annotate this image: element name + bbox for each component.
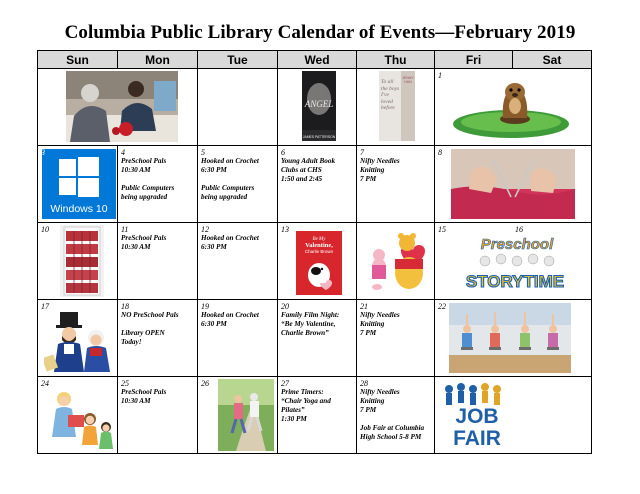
day-number: 10 xyxy=(41,225,49,234)
valentine-line-3: Charlie Brown xyxy=(304,249,334,254)
event-text: NO PreSchool Pals Library OPEN Today! xyxy=(121,311,179,346)
event-text: Nifty Needles Knitting 7 PM Job Fair at Columbia High School 5-8 PM xyxy=(360,388,425,441)
day-cell xyxy=(357,223,435,300)
day-number: 5 xyxy=(201,148,205,157)
day-cell xyxy=(357,146,435,223)
day-number: 26 xyxy=(201,379,209,388)
day-cell xyxy=(435,146,592,223)
valentine-line-2: Valentine, xyxy=(305,242,333,249)
event-text: Prime Timers: “Chair Yoga and Pilates” 1:30 PM xyxy=(281,388,331,423)
day-cell xyxy=(38,377,118,454)
calendar-grid xyxy=(37,50,592,454)
windows-label: Windows 10 xyxy=(50,203,108,215)
day-cell xyxy=(435,377,592,454)
week-row-5 xyxy=(38,377,592,454)
book-angel-title: ANGEL xyxy=(304,99,334,109)
event-text: Nifty Needles Knitting 7 PM xyxy=(360,311,400,337)
event-text: PreSchool Pals 10:30 AM xyxy=(121,388,167,405)
weekday-sat: Sat xyxy=(513,51,592,69)
day-cell xyxy=(278,146,357,223)
day-cell xyxy=(278,377,357,454)
day-number: 16 xyxy=(515,225,523,234)
day-number: 28 xyxy=(360,379,368,388)
storytime-line-2: STORYTIME xyxy=(465,272,565,291)
book-thu-title: To all the boys I've loved before xyxy=(381,79,400,111)
day-cell xyxy=(38,300,118,377)
valentine-dvd-cover xyxy=(296,231,342,295)
weekday-thu: Thu xyxy=(357,51,435,69)
event-text: Family Film Night: “Be My Valentine, Charlie Brown” xyxy=(281,311,340,337)
presidents-illustration xyxy=(44,312,116,374)
day-cell xyxy=(435,69,592,146)
event-text: PreSchool Pals 10:30 AM Public Computers being upgraded xyxy=(121,157,175,201)
calendar-title: Columbia Public Library Calendar of Events—February 2019 xyxy=(64,22,576,43)
weekday-tue: Tue xyxy=(198,51,278,69)
day-cell xyxy=(435,300,592,377)
day-number: 7 xyxy=(360,148,364,157)
day-cell xyxy=(198,223,278,300)
event-text: Hooked on Crochet 6:30 PM Public Computers being upgraded xyxy=(201,157,259,201)
day-number: 22 xyxy=(438,302,446,311)
day-number: 12 xyxy=(201,225,209,234)
windows-10-logo xyxy=(42,149,116,219)
day-number: 8 xyxy=(438,148,442,157)
book-cover-angel xyxy=(302,71,336,141)
day-cell xyxy=(278,223,357,300)
preschool-storytime-logo xyxy=(455,235,573,297)
weekday-header-row xyxy=(38,51,592,69)
event-text: Young Adult Book Clubs at CHS 1:50 and 2:45 xyxy=(281,157,336,183)
jobfair-line-1: JOB xyxy=(455,405,499,428)
day-cell xyxy=(38,223,118,300)
day-cell xyxy=(435,223,592,300)
day-cell xyxy=(118,300,198,377)
walking-seniors-photo xyxy=(218,379,274,451)
week-row-2 xyxy=(38,146,592,223)
book-thu-author: JENNY HAN xyxy=(402,76,414,84)
book-angel-author: JAMES PATTERSON xyxy=(302,135,336,139)
day-cell xyxy=(357,300,435,377)
pooh-piglet-valentine-illustration xyxy=(361,229,433,297)
day-cell xyxy=(278,300,357,377)
event-text: Hooked on Crochet 6:30 PM xyxy=(201,234,259,251)
event-text: Hooked on Crochet 6:30 PM xyxy=(201,311,259,328)
day-number: 6 xyxy=(281,148,285,157)
bookshelf-photo xyxy=(60,225,104,297)
day-number: 27 xyxy=(281,379,289,388)
day-number: 15 xyxy=(438,225,446,234)
day-number: 21 xyxy=(360,302,368,311)
day-number: 25 xyxy=(121,379,129,388)
day-cell xyxy=(198,300,278,377)
knitting-photo xyxy=(451,149,575,219)
weekday-wed: Wed xyxy=(278,51,357,69)
day-number: 24 xyxy=(41,379,49,388)
day-number: 3 xyxy=(41,148,45,157)
chair-yoga-photo xyxy=(449,303,571,373)
day-number: 18 xyxy=(121,302,129,311)
crochet-class-photo xyxy=(66,71,178,142)
event-text: PreSchool Pals 10:30 AM xyxy=(121,234,167,251)
day-number: 4 xyxy=(121,148,125,157)
day-cell xyxy=(198,146,278,223)
day-cell xyxy=(357,69,435,146)
day-cell xyxy=(38,69,198,146)
day-cell xyxy=(357,377,435,454)
jobfair-line-2: FAIR xyxy=(453,427,501,450)
day-number: 13 xyxy=(281,225,289,234)
day-cell xyxy=(38,146,118,223)
groundhog-illustration xyxy=(451,72,575,142)
day-cell xyxy=(118,377,198,454)
day-cell xyxy=(118,223,198,300)
day-number: 19 xyxy=(201,302,209,311)
day-cell xyxy=(278,69,357,146)
day-number: 17 xyxy=(41,302,49,311)
storytime-line-1: Preschool xyxy=(480,236,554,253)
event-text: Nifty Needles Knitting 7 PM xyxy=(360,157,400,183)
job-fair-logo xyxy=(437,381,557,451)
week-row-1 xyxy=(38,69,592,146)
valentine-line-1: Be My xyxy=(312,237,326,242)
weekday-mon: Mon xyxy=(118,51,198,69)
day-cell xyxy=(118,146,198,223)
week-row-4 xyxy=(38,300,592,377)
day-number: 1 xyxy=(438,71,442,80)
weekday-fri: Fri xyxy=(435,51,513,69)
book-cover-to-all-the-boys xyxy=(379,71,415,141)
day-number: 20 xyxy=(281,302,289,311)
day-number: 11 xyxy=(121,225,129,234)
storytime-children-illustration xyxy=(46,387,116,451)
day-cell xyxy=(198,377,278,454)
weekday-sun: Sun xyxy=(38,51,118,69)
day-cell xyxy=(198,69,278,146)
week-row-3 xyxy=(38,223,592,300)
